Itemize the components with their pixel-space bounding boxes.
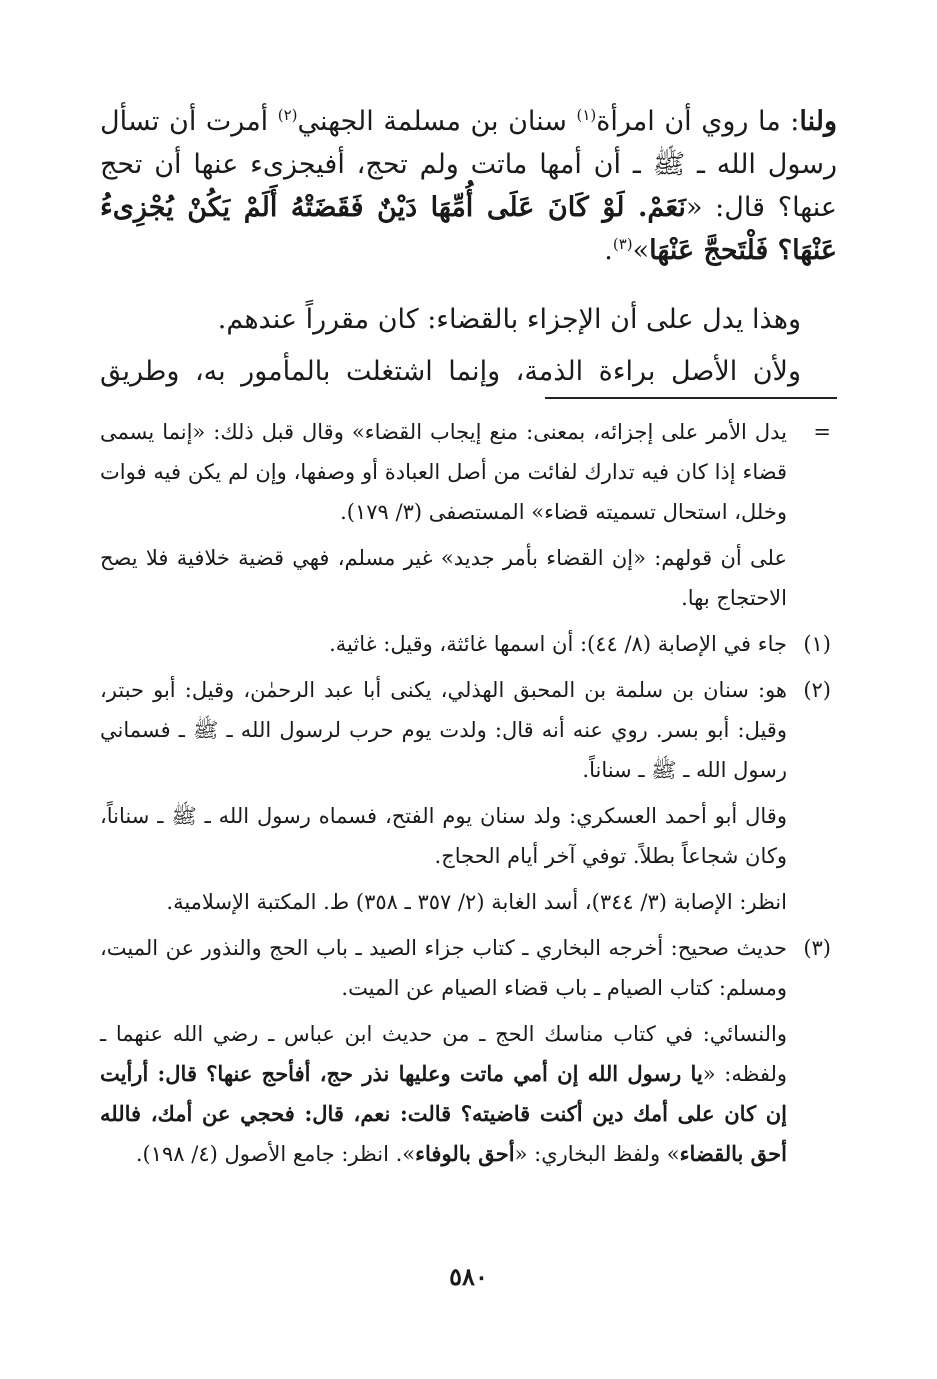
- footnote-3-text: حديث صحيح: أخرجه البخاري ـ كتاب جزاء الصيد ـ باب الحج والنذور عن الميت، ومسلم: كتاب الصيام ـ باب قضاء الصيام عن الميت.: [100, 936, 787, 1000]
- quote-close: »: [632, 235, 650, 266]
- footnote-1-number: (١): [803, 632, 831, 656]
- p1-text-b: سنان بن مسلمة الجهني: [297, 106, 577, 137]
- footnotes: [100, 412, 831, 1180]
- footnote-1-text: جاء في الإصابة (٨/ ٤٤): أن اسمها غائثة، وقيل: غاثية.: [329, 632, 787, 656]
- p1-text-a: : ما روي أن امرأة: [596, 106, 800, 137]
- footnote-2-text-2: وقال أبو أحمد العسكري: ولد سنان يوم الفتح، فسماه رسول الله ـ ﷺ ـ سناناً، وكان شجاعاً بطلاً. توفي آخر أيام الحجاج.: [100, 804, 787, 868]
- p3-text: ولأن الأصل براءة الذمة، وإنما اشتغلت بالمأمور به، وطريق: [100, 356, 801, 387]
- footnote-3-text-2: [100, 1014, 787, 1174]
- hadith-quote: نَعَمْ. لَوْ كَانَ عَلَى أُمِّهَا دَيْنٌ فَقَضَتْهُ أَلَمْ يَكُنْ يُجْزِىءُ عَنْهَا؟ فَلْتَحجَّ عَنْهَا: [100, 192, 837, 266]
- lead-word: ولنا: [799, 106, 837, 137]
- fn3-c: » ولفظ البخاري: «: [514, 1142, 680, 1166]
- continuation-marker: =: [813, 420, 831, 444]
- main-paragraph-2: [100, 298, 837, 341]
- footnote-continued: [100, 412, 831, 532]
- main-paragraph-1: [100, 100, 837, 272]
- footnote-separator: [545, 397, 837, 399]
- footnote-continued-text: يدل الأمر على إجزائه، بمعنى: منع إيجاب القضاء» وقال قبل ذلك: «إنما يسمى قضاء إذا كان فيه تدارك لفائت من أصل العبادة أو وصفها، وإن لم يكن فيه فوات وخلل، استحال تسميته قضاء» المستصفى (٣/ ١٧٩).: [100, 420, 787, 524]
- footnote-ref-2: (٢): [277, 106, 298, 124]
- footnote-2-number: (٢): [803, 678, 831, 702]
- footnote-2-text-3: انظر: الإصابة (٣/ ٣٤٤)، أسد الغابة (٢/ ٣٥٧ ـ ٣٥٨) ط. المكتبة الإسلامية.: [166, 890, 787, 914]
- fn3-a: والنسائي: في كتاب مناسك الحج ـ من حديث ابن عباس ـ رضي الله عنهما ـ ولفظه: «: [100, 1022, 788, 1086]
- footnote-3-number: (٣): [803, 936, 831, 960]
- footnote-1: [100, 624, 831, 664]
- main-paragraph-3: [100, 350, 837, 393]
- footnote-ref-1: (١): [576, 106, 597, 124]
- footnote-3: [100, 928, 831, 1008]
- footnote-continued-text-2: على أن قولهم: «إن القضاء بأمر جديد» غير مسلم، فهي قضية خلافية فلا يصح الاحتجاج بها.: [100, 546, 787, 610]
- footnote-2: [100, 670, 831, 790]
- p1-text-c: أمرت أن تسأل رسول الله ـ ﷺ ـ أن أمها ماتت ولم تحج، أفيجزىء عنها أن تحج عنها؟ قال: «: [100, 106, 837, 223]
- fn3-e: ». انظر: جامع الأصول (٤/ ١٩٨).: [135, 1142, 416, 1166]
- fn3-quote-2: أحق بالوفاء: [415, 1141, 515, 1166]
- p1-dot: .: [604, 235, 613, 266]
- fn3-quote: يا رسول الله إن أمي ماتت وعليها نذر حج، أفأحج عنها؟ قال: أرأيت إن كان على أمك دين أكنت قاضيته؟ قالت: نعم، قال: فحجي عن أمك، فالله أحق بالقضاء: [100, 1061, 787, 1166]
- footnote-ref-3: (٣): [612, 235, 633, 253]
- p2-text: وهذا يدل على أن الإجزاء بالقضاء: كان مقرراً عندهم.: [217, 304, 801, 335]
- page-number: ٥٨٠: [449, 1262, 488, 1291]
- footnote-2-text: هو: سنان بن سلمة بن المحبق الهذلي، يكنى أبا عبد الرحمٰن، وقيل: أبو حبتر، وقيل: أبو بسر. روي عنه أنه قال: ولدت يوم حرب لرسول الله ـ ﷺ ـ فسماني رسول الله ـ ﷺ ـ سناناً.: [100, 678, 787, 782]
